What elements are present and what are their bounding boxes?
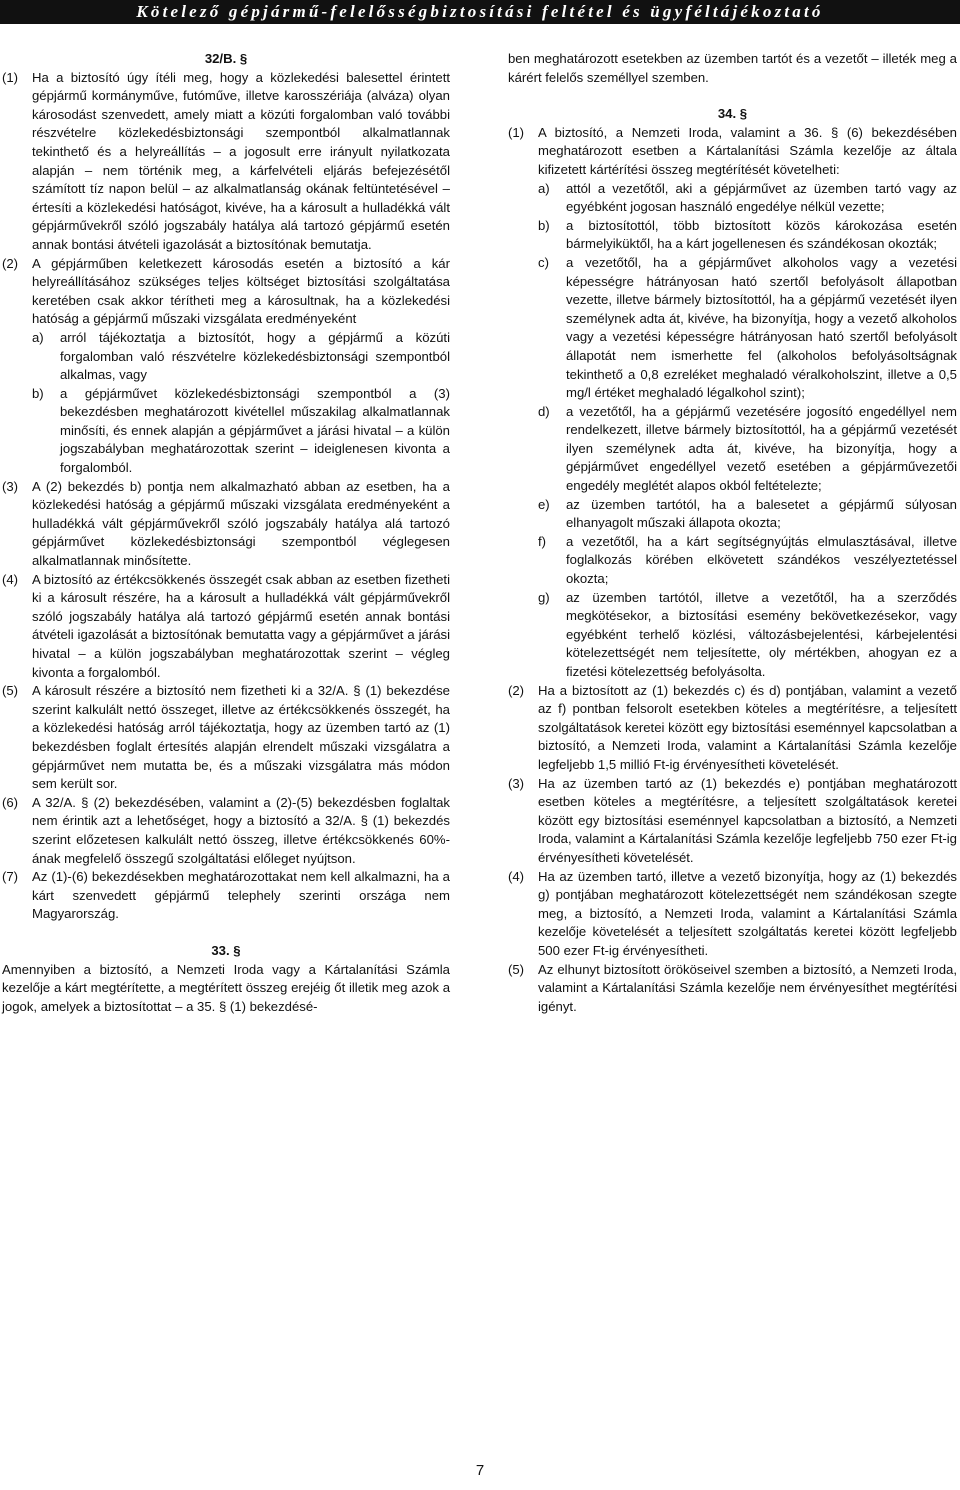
- paragraph-number: (3): [508, 775, 525, 791]
- point-letter: g): [538, 589, 550, 605]
- point-text: arról tájékoztatja a biztosítót, hogy a gépjármű a közúti forgalomban való részvételre közlekedésbiztonsági szempontból alkalmas, vagy: [60, 329, 450, 383]
- point-text: az üzemben tartótól, ha a balesetet a gépjármű súlyosan elhanyagolt műszaki állapota okozta;: [566, 496, 957, 531]
- paragraph-number: (1): [508, 124, 525, 140]
- paragraph-text: A biztosító, a Nemzeti Iroda, valamint a 36. § (6) bekezdésében meghatározott esetben a Kártalanítási Számla kezelője az általa kifizetett kártérítési összeg megtérítését követelheti:: [538, 124, 957, 177]
- point-letter: d): [538, 403, 550, 419]
- paragraph-text: Ha a biztosító úgy ítéli meg, hogy a közlekedési balesettel érintett gépjármű kormányműve, futóműve, illetve karosszériája (alváza) olyan károsodást szenvedett, amely miatt a közúti forgalomban való további részvételre közlekedésbiztonsági szempontból alkalmatlannak tekinthető és a helyreállítás – a jogosult erre irányult nyilatkozata alapján – nem történik meg, a kárfelvételi eljárás befejezésétől számított tíz napon belül – az alkalmatlanság okának feltüntetésével – értesíti a közlekedési hatóságot, kivéve, ha a károsult a hulladékká vált gépjárművekről szóló jogszabály hatálya alá tartozó gépjármű esetén annak bontási átvételi igazolását a biztosítónak bemutatja.: [32, 69, 450, 252]
- spacer: [508, 87, 957, 105]
- section-heading-33: 33. §: [211, 942, 241, 958]
- section-heading-32b: 32/B. §: [204, 51, 248, 66]
- paragraph-34-4: [508, 868, 957, 961]
- point-letter: a): [538, 180, 550, 196]
- point-text: a vezetőtől, ha a gépjármű vezetésére jogosító engedéllyel nem rendelkezett, illetve bármely biztosítottól, ha a gépjármű vezetését ilyen személynek adta át, kivéve, ha bizonyítja, hogy a gépjárművet engedéllyel vezető esetében a gépjárművezetői engedély meglétét alapos okból feltételezte;: [566, 403, 957, 494]
- point-text: a biztosítottól, több biztosított közös károkozása esetén bármelyiküktől, ha a kárt jogellenesen és szándékosan okozták;: [566, 217, 957, 252]
- right-column: [508, 50, 957, 1016]
- paragraph-number: (6): [2, 794, 19, 810]
- spacer: [2, 924, 450, 942]
- point-text: a vezetőtől, ha a kárt segítségnyújtás elmulasztásával, illetve foglalkozás körében elkövetett szándékos veszélyeztetéssel okozta;: [566, 533, 957, 587]
- paragraph-34-2: [508, 682, 957, 775]
- paragraph-continuation: ben meghatározott esetekben az üzemben tartót és a vezetőt – illeték meg a kárért felelős személlyel szemben.: [508, 51, 957, 85]
- paragraph-text: Ha az üzemben tartó az (1) bekezdés e) pontjában meghatározott esetben köteles a megtérítésre, a teljesített szolgáltatások keretei között egy biztosítási eseménnyel kapcsolatban a biztosító, a Nemzeti Iroda, valamint a Kártalanítási Számla kezelője legfeljebb 750 ezer Ft-ig érvényesítheti követelését.: [538, 775, 957, 865]
- point-34-1-a: [508, 180, 957, 217]
- paragraph-32b-7: [2, 868, 450, 924]
- paragraph-text: A (2) bekezdés b) pontja nem alkalmazható abban az esetben, ha a közlekedési hatóság a gépjármű műszaki vizsgálata eredményeként a hulladékká vált gépjárművekről szóló jogszabály hatálya alá tartozó gépjárművet közlekedésbiztonsági szempontból véglegesen alkalmatlannak minősítette.: [32, 478, 450, 569]
- paragraph-32b-5: [2, 682, 450, 794]
- point-34-1-g: [508, 589, 957, 682]
- point-letter: e): [538, 496, 550, 512]
- point-letter: b): [538, 217, 550, 233]
- paragraph-33: Amennyiben a biztosító, a Nemzeti Iroda vagy a Kártalanítási Számla kezelője a kárt megtérítette, a megtérített összeg erejéig őt illetik meg azok a jogok, amelyek a biztosítottat – a 35. § (1) bekezdésé-: [2, 961, 450, 1014]
- point-34-1-c: [508, 254, 957, 403]
- point-34-1-d: [508, 403, 957, 496]
- paragraph-text: Ha az üzemben tartó, illetve a vezető bizonyítja, hogy az (1) bekezdés g) pontjában meghatározott kötelezettségét nem szándékosan szegte meg, a biztosító, a Nemzeti Iroda, valamint a Kártalanítási Számla kezelője követelését a teljesített szolgáltatás keretei között legfeljebb 500 ezer Ft-ig érvényesítheti.: [538, 868, 957, 958]
- paragraph-32b-6: [2, 794, 450, 868]
- point-32b-2-b: [2, 385, 450, 478]
- paragraph-text: A biztosító az értékcsökkenés összegét csak abban az esetben fizetheti ki a károsult részére, ha a károsult a hulladékká vált gépjárművekről szóló jogszabály hatálya alá tartozó gépjármű esetén annak bontási átvételi igazolását a biztosítónak bemutatta vagy a gépjárművet a járási hivatal – a külön jogszabályban meghatározottak szerint – végleg kivonta a forgalomból.: [32, 571, 450, 680]
- point-letter: f): [538, 533, 547, 549]
- paragraph-number: (2): [508, 682, 525, 698]
- point-letter: b): [32, 385, 44, 401]
- paragraph-number: (2): [2, 255, 19, 271]
- point-34-1-e: [508, 496, 957, 533]
- paragraph-number: (5): [2, 683, 19, 699]
- point-text: attól a vezetőtől, aki a gépjárművet az üzemben tartó vagy az egyébként jogosan használó engedélye nélkül vezette;: [566, 180, 957, 215]
- paragraph-32b-4: [2, 571, 450, 683]
- paragraph-number: (7): [2, 869, 19, 885]
- section-heading-34: 34. §: [717, 106, 748, 122]
- paragraph-text: Az (1)-(6) bekezdésekben meghatározottakat nem kell alkalmazni, ha a kárt szenvedett gépjármű telephely szerinti országa nem Magyarország.: [32, 869, 450, 922]
- paragraph-number: (1): [2, 69, 19, 85]
- left-column: [2, 50, 450, 1016]
- paragraph-text: Az elhunyt biztosított örököseivel szemben a biztosító, a Nemzeti Iroda, valamint a Kártalanítási Számla kezelője nem érvényesíthet megtérítési igényt.: [538, 961, 957, 1014]
- paragraph-text: Ha a biztosított az (1) bekezdés c) és d) pontjában, valamint a vezető az f) pontban felsorolt esetekben köteles a megtérítésre, a teljesített szolgáltatások keretei között egy biztosítási eseménnyel kapcsolatban a biztosító, a Nemzeti Iroda, valamint a Kártalanítási Számla kezelője legfeljebb 1,5 millió Ft-ig érvényesítheti követelését.: [538, 682, 957, 772]
- point-letter: a): [32, 329, 44, 345]
- point-34-1-f: [508, 533, 957, 589]
- point-32b-2-a: [2, 329, 450, 385]
- paragraph-text: A gépjárműben keletkezett károsodás esetén a biztosító a kár helyreállításához szükséges teljes költséget biztosítási szolgáltatása keretében csak akkor térítheti meg a károsultnak, ha a közlekedési hatóság a gépjármű műszaki vizsgálata eredményeként: [32, 255, 450, 327]
- paragraph-number: (4): [508, 868, 525, 884]
- point-text: az üzemben tartótól, illetve a vezetőtől, ha a szerződés megkötésekor, a biztosítási esemény bekövetkezésekor, vagy egyébként terhelő közlési, változásbejelentési, kárbejelentési kötelezettségét nem teljesítette, oly mértékben, ahogyan ez a fizetési kötelezettség befolyásolta.: [566, 589, 957, 679]
- paragraph-text: A 32/A. § (2) bekezdésében, valamint a (2)-(5) bekezdésben foglaltak nem érintik azt a lehetőséget, hogy a biztosító a 32/A. § (1) bekezdés szerint előzetesen kalkulált nettó összeg, illetve értékcsökkenés 60%-ának megfelelő összegű szolgáltatási előleget nyújtson.: [32, 794, 450, 866]
- paragraph-number: (3): [2, 478, 19, 494]
- paragraph-34-3: [508, 775, 957, 868]
- point-text: a gépjárművet közlekedésbiztonsági szempontból a (3) bekezdésben meghatározott kivétellel műszakilag alkalmatlannak minősíti, és ennek alapján a gépjárművet a járási hivatal – a külön jogszabályban meghatározottak szerint – ideiglenesen kivonta a forgalomból.: [60, 385, 450, 476]
- paragraph-34-5: [508, 961, 957, 1017]
- paragraph-32b-2: [2, 255, 450, 329]
- page-number: 7: [475, 1462, 485, 1479]
- paragraph-34-1: [508, 124, 957, 180]
- point-34-1-b: [508, 217, 957, 254]
- point-text: a vezetőtől, ha a gépjárművet alkoholos vagy a vezetési képességre hátrányosan ható szertől befolyásolt állapotban vezette, illetve bármely biztosítottól, ha a gépjármű vezetését ilyen személynek adta át, kivéve, ha bizonyítja, hogy a vezető alkoholos vagy a vezetési képességre hátrányosan ható szertől befolyásolt állapotát nem ismerhette fel (alkoholos befolyásoltságnak tekinthető a 0,8 ezreléket meghaladó véralkoholszint, illetve a 0,5 mg/l értéket meghaladó légalkohol szint);: [566, 254, 957, 401]
- page-header-title: Kötelező gépjármű-felelősségbiztosítási feltétel és ügyféltájékoztató: [136, 2, 824, 21]
- paragraph-32b-3: [2, 478, 450, 571]
- paragraph-number: (4): [2, 571, 19, 587]
- paragraph-number: (5): [508, 961, 525, 977]
- point-letter: c): [538, 254, 549, 270]
- paragraph-text: A károsult részére a biztosító nem fizetheti ki a 32/A. § (1) bekezdése szerint kalkulált nettó összeget, illetve az értékcsökkenés összegét, ha a közlekedési hatóság arról tájékoztatja, hogy az üzemben tartó az (1) bekezdésben foglalt értesítés alapján elrendelt műszaki vizsgálatra a gépjárművet nem mutatta be, és a műszaki vizsgálatra más módon sem került sor.: [32, 683, 450, 792]
- paragraph-32b-1: [2, 69, 450, 255]
